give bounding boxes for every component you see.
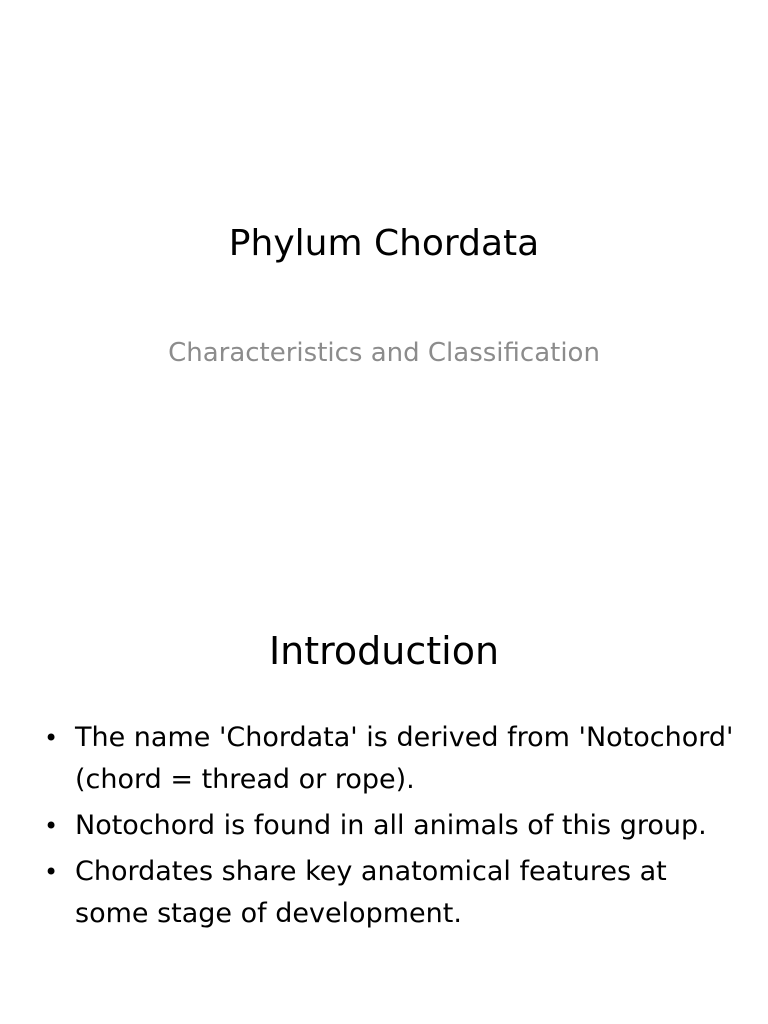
bullet-item <box>40 851 740 935</box>
bullet-text: Notochord is found in all animals of this group. <box>75 810 707 841</box>
bullet-text: The name 'Chordata' is derived from 'Notochord' (chord = thread or rope). <box>75 722 734 795</box>
introduction-slide <box>0 512 768 1024</box>
slide-subtitle: Characteristics and Classification <box>168 338 600 368</box>
bullet-icon: • <box>44 724 59 752</box>
bullet-icon: • <box>44 858 59 886</box>
bullet-list <box>40 717 740 939</box>
bullet-icon: • <box>44 812 59 840</box>
bullet-item <box>40 805 740 847</box>
slide-title: Introduction <box>268 629 500 673</box>
slide-title: Phylum Chordata <box>228 223 540 264</box>
bullet-text: Chordates share key anatomical features at some stage of development. <box>75 856 667 929</box>
bullet-item <box>40 717 740 801</box>
